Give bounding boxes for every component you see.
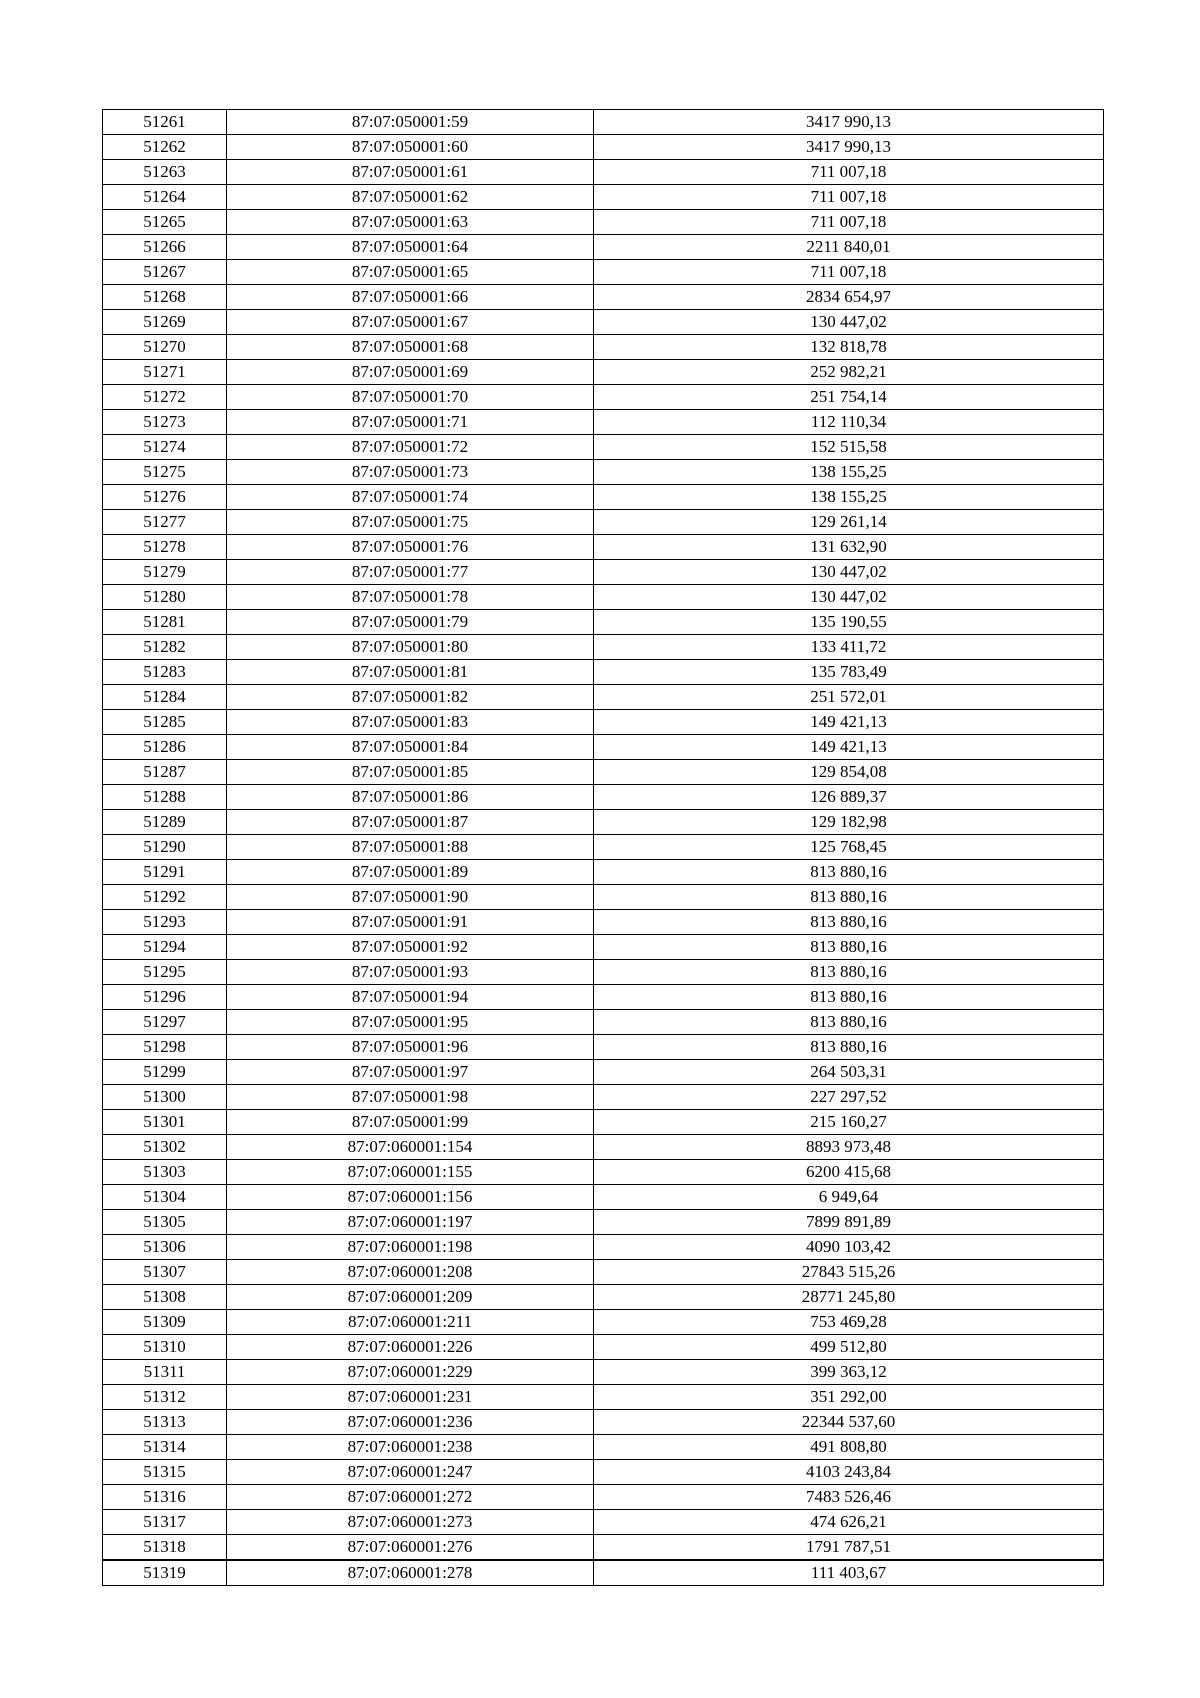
row-number-cell: 51317 (103, 1510, 227, 1535)
cadastral-number-cell: 87:07:050001:70 (227, 385, 594, 410)
cadastral-number-cell: 87:07:050001:76 (227, 535, 594, 560)
cadastral-value-cell: 813 880,16 (594, 860, 1104, 885)
cadastral-value-cell: 22344 537,60 (594, 1410, 1104, 1435)
cadastral-number-cell: 87:07:060001:278 (227, 1560, 594, 1586)
cadastral-value-cell: 813 880,16 (594, 1010, 1104, 1035)
cadastral-value-cell: 2834 654,97 (594, 285, 1104, 310)
row-number-cell: 51309 (103, 1310, 227, 1335)
cadastral-value-cell: 2211 840,01 (594, 235, 1104, 260)
row-number-cell: 51269 (103, 310, 227, 335)
cadastral-value-cell: 813 880,16 (594, 985, 1104, 1010)
cadastral-number-cell: 87:07:060001:238 (227, 1435, 594, 1460)
table-row (103, 1035, 1104, 1060)
table-row (103, 710, 1104, 735)
row-number-cell: 51297 (103, 1010, 227, 1035)
cadastral-value-cell: 499 512,80 (594, 1335, 1104, 1360)
table-row (103, 585, 1104, 610)
table-row (103, 1285, 1104, 1310)
cadastral-value-cell: 711 007,18 (594, 260, 1104, 285)
cadastral-number-cell: 87:07:050001:97 (227, 1060, 594, 1085)
table-row (103, 1135, 1104, 1160)
row-number-cell: 51318 (103, 1535, 227, 1561)
table-row (103, 1260, 1104, 1285)
cadastral-value-cell: 264 503,31 (594, 1060, 1104, 1085)
table-row (103, 535, 1104, 560)
row-number-cell: 51289 (103, 810, 227, 835)
row-number-cell: 51310 (103, 1335, 227, 1360)
cadastral-number-cell: 87:07:050001:71 (227, 410, 594, 435)
cadastral-value-cell: 813 880,16 (594, 885, 1104, 910)
cadastral-number-cell: 87:07:050001:90 (227, 885, 594, 910)
cadastral-value-cell: 129 261,14 (594, 510, 1104, 535)
cadastral-number-cell: 87:07:060001:208 (227, 1260, 594, 1285)
cadastral-value-cell: 27843 515,26 (594, 1260, 1104, 1285)
cadastral-value-cell: 711 007,18 (594, 185, 1104, 210)
cadastral-number-cell: 87:07:050001:61 (227, 160, 594, 185)
cadastral-number-cell: 87:07:050001:92 (227, 935, 594, 960)
table-row (103, 560, 1104, 585)
cadastral-number-cell: 87:07:050001:85 (227, 760, 594, 785)
row-number-cell: 51293 (103, 910, 227, 935)
cadastral-number-cell: 87:07:050001:67 (227, 310, 594, 335)
cadastral-value-cell: 351 292,00 (594, 1385, 1104, 1410)
row-number-cell: 51306 (103, 1235, 227, 1260)
table-row (103, 1560, 1104, 1586)
row-number-cell: 51313 (103, 1410, 227, 1435)
cadastral-value-cell: 130 447,02 (594, 310, 1104, 335)
row-number-cell: 51308 (103, 1285, 227, 1310)
cadastral-value-cell: 112 110,34 (594, 410, 1104, 435)
table-row (103, 1510, 1104, 1535)
table-row (103, 260, 1104, 285)
table-row (103, 810, 1104, 835)
cadastral-value-cell: 813 880,16 (594, 935, 1104, 960)
row-number-cell: 51287 (103, 760, 227, 785)
cadastral-number-cell: 87:07:050001:96 (227, 1035, 594, 1060)
row-number-cell: 51286 (103, 735, 227, 760)
row-number-cell: 51272 (103, 385, 227, 410)
cadastral-number-cell: 87:07:050001:88 (227, 835, 594, 860)
row-number-cell: 51271 (103, 360, 227, 385)
row-number-cell: 51267 (103, 260, 227, 285)
cadastral-value-table (102, 109, 1104, 1586)
cadastral-number-cell: 87:07:050001:60 (227, 135, 594, 160)
table-row (103, 910, 1104, 935)
table-row (103, 460, 1104, 485)
cadastral-value-cell: 138 155,25 (594, 460, 1104, 485)
cadastral-number-cell: 87:07:060001:154 (227, 1135, 594, 1160)
cadastral-value-cell: 8893 973,48 (594, 1135, 1104, 1160)
cadastral-number-cell: 87:07:050001:69 (227, 360, 594, 385)
table-row (103, 1335, 1104, 1360)
table-row (103, 435, 1104, 460)
cadastral-number-cell: 87:07:050001:73 (227, 460, 594, 485)
cadastral-value-cell: 813 880,16 (594, 910, 1104, 935)
cadastral-value-cell: 215 160,27 (594, 1110, 1104, 1135)
row-number-cell: 51294 (103, 935, 227, 960)
table-row (103, 1210, 1104, 1235)
row-number-cell: 51298 (103, 1035, 227, 1060)
row-number-cell: 51279 (103, 560, 227, 585)
table-row (103, 835, 1104, 860)
table-row (103, 185, 1104, 210)
cadastral-value-cell: 149 421,13 (594, 735, 1104, 760)
cadastral-number-cell: 87:07:050001:75 (227, 510, 594, 535)
cadastral-number-cell: 87:07:050001:63 (227, 210, 594, 235)
row-number-cell: 51299 (103, 1060, 227, 1085)
table-row (103, 335, 1104, 360)
row-number-cell: 51304 (103, 1185, 227, 1210)
table-row (103, 410, 1104, 435)
row-number-cell: 51283 (103, 660, 227, 685)
cadastral-value-cell: 138 155,25 (594, 485, 1104, 510)
cadastral-number-cell: 87:07:050001:99 (227, 1110, 594, 1135)
cadastral-number-cell: 87:07:050001:79 (227, 610, 594, 635)
table-row (103, 485, 1104, 510)
cadastral-value-cell: 251 754,14 (594, 385, 1104, 410)
cadastral-value-cell: 3417 990,13 (594, 110, 1104, 135)
row-number-cell: 51274 (103, 435, 227, 460)
cadastral-number-cell: 87:07:050001:62 (227, 185, 594, 210)
row-number-cell: 51315 (103, 1460, 227, 1485)
cadastral-value-cell: 711 007,18 (594, 210, 1104, 235)
table-row (103, 760, 1104, 785)
cadastral-value-cell: 125 768,45 (594, 835, 1104, 860)
cadastral-number-cell: 87:07:050001:77 (227, 560, 594, 585)
cadastral-number-cell: 87:07:060001:236 (227, 1410, 594, 1435)
table-row (103, 210, 1104, 235)
row-number-cell: 51301 (103, 1110, 227, 1135)
cadastral-number-cell: 87:07:050001:65 (227, 260, 594, 285)
cadastral-value-cell: 251 572,01 (594, 685, 1104, 710)
table-row (103, 1310, 1104, 1335)
table-body (103, 110, 1104, 1586)
table-row (103, 1185, 1104, 1210)
table-row (103, 135, 1104, 160)
cadastral-number-cell: 87:07:050001:74 (227, 485, 594, 510)
row-number-cell: 51275 (103, 460, 227, 485)
cadastral-number-cell: 87:07:050001:82 (227, 685, 594, 710)
cadastral-number-cell: 87:07:050001:95 (227, 1010, 594, 1035)
table-row (103, 960, 1104, 985)
cadastral-number-cell: 87:07:050001:86 (227, 785, 594, 810)
cadastral-number-cell: 87:07:050001:80 (227, 635, 594, 660)
cadastral-number-cell: 87:07:060001:198 (227, 1235, 594, 1260)
cadastral-number-cell: 87:07:060001:197 (227, 1210, 594, 1235)
cadastral-number-cell: 87:07:050001:87 (227, 810, 594, 835)
cadastral-value-cell: 4103 243,84 (594, 1460, 1104, 1485)
table-row (103, 1060, 1104, 1085)
cadastral-number-cell: 87:07:060001:247 (227, 1460, 594, 1485)
table-row (103, 1435, 1104, 1460)
cadastral-number-cell: 87:07:050001:64 (227, 235, 594, 260)
row-number-cell: 51281 (103, 610, 227, 635)
cadastral-number-cell: 87:07:050001:91 (227, 910, 594, 935)
row-number-cell: 51263 (103, 160, 227, 185)
table-row (103, 285, 1104, 310)
cadastral-value-cell: 4090 103,42 (594, 1235, 1104, 1260)
cadastral-number-cell: 87:07:060001:211 (227, 1310, 594, 1335)
row-number-cell: 51312 (103, 1385, 227, 1410)
table-row (103, 385, 1104, 410)
row-number-cell: 51295 (103, 960, 227, 985)
table-row (103, 1485, 1104, 1510)
row-number-cell: 51288 (103, 785, 227, 810)
row-number-cell: 51265 (103, 210, 227, 235)
row-number-cell: 51278 (103, 535, 227, 560)
table-row (103, 1410, 1104, 1435)
cadastral-number-cell: 87:07:050001:83 (227, 710, 594, 735)
cadastral-number-cell: 87:07:050001:78 (227, 585, 594, 610)
table-row (103, 985, 1104, 1010)
row-number-cell: 51290 (103, 835, 227, 860)
cadastral-value-cell: 132 818,78 (594, 335, 1104, 360)
table-row (103, 735, 1104, 760)
row-number-cell: 51261 (103, 110, 227, 135)
cadastral-number-cell: 87:07:050001:84 (227, 735, 594, 760)
row-number-cell: 51296 (103, 985, 227, 1010)
table-row (103, 1535, 1104, 1561)
cadastral-value-cell: 129 182,98 (594, 810, 1104, 835)
cadastral-number-cell: 87:07:050001:68 (227, 335, 594, 360)
cadastral-value-cell: 130 447,02 (594, 585, 1104, 610)
cadastral-number-cell: 87:07:060001:229 (227, 1360, 594, 1385)
cadastral-value-cell: 149 421,13 (594, 710, 1104, 735)
cadastral-number-cell: 87:07:050001:81 (227, 660, 594, 685)
cadastral-value-cell: 813 880,16 (594, 960, 1104, 985)
row-number-cell: 51273 (103, 410, 227, 435)
table-row (103, 610, 1104, 635)
table-row (103, 235, 1104, 260)
cadastral-value-cell: 28771 245,80 (594, 1285, 1104, 1310)
table-row (103, 310, 1104, 335)
cadastral-number-cell: 87:07:050001:94 (227, 985, 594, 1010)
table-row (103, 1235, 1104, 1260)
cadastral-value-cell: 129 854,08 (594, 760, 1104, 785)
table-row (103, 685, 1104, 710)
row-number-cell: 51316 (103, 1485, 227, 1510)
row-number-cell: 51285 (103, 710, 227, 735)
cadastral-number-cell: 87:07:060001:209 (227, 1285, 594, 1310)
cadastral-number-cell: 87:07:060001:272 (227, 1485, 594, 1510)
cadastral-value-cell: 6200 415,68 (594, 1160, 1104, 1185)
cadastral-value-cell: 252 982,21 (594, 360, 1104, 385)
table-row (103, 785, 1104, 810)
table-row (103, 510, 1104, 535)
row-number-cell: 51307 (103, 1260, 227, 1285)
cadastral-value-cell: 491 808,80 (594, 1435, 1104, 1460)
row-number-cell: 51311 (103, 1360, 227, 1385)
row-number-cell: 51302 (103, 1135, 227, 1160)
table-row (103, 360, 1104, 385)
table-row (103, 1110, 1104, 1135)
table-row (103, 1460, 1104, 1485)
table-row (103, 1160, 1104, 1185)
row-number-cell: 51264 (103, 185, 227, 210)
cadastral-value-cell: 7899 891,89 (594, 1210, 1104, 1235)
table-row (103, 1385, 1104, 1410)
row-number-cell: 51282 (103, 635, 227, 660)
table-row (103, 160, 1104, 185)
table-row (103, 635, 1104, 660)
cadastral-number-cell: 87:07:050001:66 (227, 285, 594, 310)
table-row (103, 660, 1104, 685)
cadastral-value-cell: 130 447,02 (594, 560, 1104, 585)
table-row (103, 1360, 1104, 1385)
cadastral-value-cell: 152 515,58 (594, 435, 1104, 460)
cadastral-value-cell: 135 190,55 (594, 610, 1104, 635)
row-number-cell: 51284 (103, 685, 227, 710)
cadastral-value-cell: 3417 990,13 (594, 135, 1104, 160)
cadastral-number-cell: 87:07:060001:156 (227, 1185, 594, 1210)
row-number-cell: 51276 (103, 485, 227, 510)
row-number-cell: 51262 (103, 135, 227, 160)
table-row (103, 1085, 1104, 1110)
cadastral-value-cell: 131 632,90 (594, 535, 1104, 560)
cadastral-number-cell: 87:07:050001:89 (227, 860, 594, 885)
cadastral-value-cell: 7483 526,46 (594, 1485, 1104, 1510)
row-number-cell: 51314 (103, 1435, 227, 1460)
cadastral-value-cell: 474 626,21 (594, 1510, 1104, 1535)
row-number-cell: 51300 (103, 1085, 227, 1110)
table-row (103, 860, 1104, 885)
cadastral-number-cell: 87:07:060001:231 (227, 1385, 594, 1410)
cadastral-value-cell: 753 469,28 (594, 1310, 1104, 1335)
cadastral-value-cell: 227 297,52 (594, 1085, 1104, 1110)
row-number-cell: 51303 (103, 1160, 227, 1185)
row-number-cell: 51292 (103, 885, 227, 910)
table-row (103, 935, 1104, 960)
cadastral-number-cell: 87:07:050001:98 (227, 1085, 594, 1110)
row-number-cell: 51277 (103, 510, 227, 535)
cadastral-number-cell: 87:07:050001:59 (227, 110, 594, 135)
row-number-cell: 51280 (103, 585, 227, 610)
cadastral-value-cell: 133 411,72 (594, 635, 1104, 660)
cadastral-number-cell: 87:07:060001:226 (227, 1335, 594, 1360)
cadastral-number-cell: 87:07:060001:273 (227, 1510, 594, 1535)
row-number-cell: 51305 (103, 1210, 227, 1235)
cadastral-value-cell: 135 783,49 (594, 660, 1104, 685)
row-number-cell: 51319 (103, 1560, 227, 1586)
row-number-cell: 51266 (103, 235, 227, 260)
cadastral-number-cell: 87:07:050001:93 (227, 960, 594, 985)
cadastral-value-cell: 126 889,37 (594, 785, 1104, 810)
cadastral-value-cell: 1791 787,51 (594, 1535, 1104, 1561)
cadastral-value-cell: 111 403,67 (594, 1560, 1104, 1586)
cadastral-value-cell: 6 949,64 (594, 1185, 1104, 1210)
cadastral-value-cell: 711 007,18 (594, 160, 1104, 185)
cadastral-value-cell: 399 363,12 (594, 1360, 1104, 1385)
row-number-cell: 51270 (103, 335, 227, 360)
table-row (103, 1010, 1104, 1035)
cadastral-value-cell: 813 880,16 (594, 1035, 1104, 1060)
cadastral-number-cell: 87:07:060001:276 (227, 1535, 594, 1561)
row-number-cell: 51268 (103, 285, 227, 310)
cadastral-number-cell: 87:07:050001:72 (227, 435, 594, 460)
row-number-cell: 51291 (103, 860, 227, 885)
cadastral-number-cell: 87:07:060001:155 (227, 1160, 594, 1185)
table-row (103, 885, 1104, 910)
table-row (103, 110, 1104, 135)
